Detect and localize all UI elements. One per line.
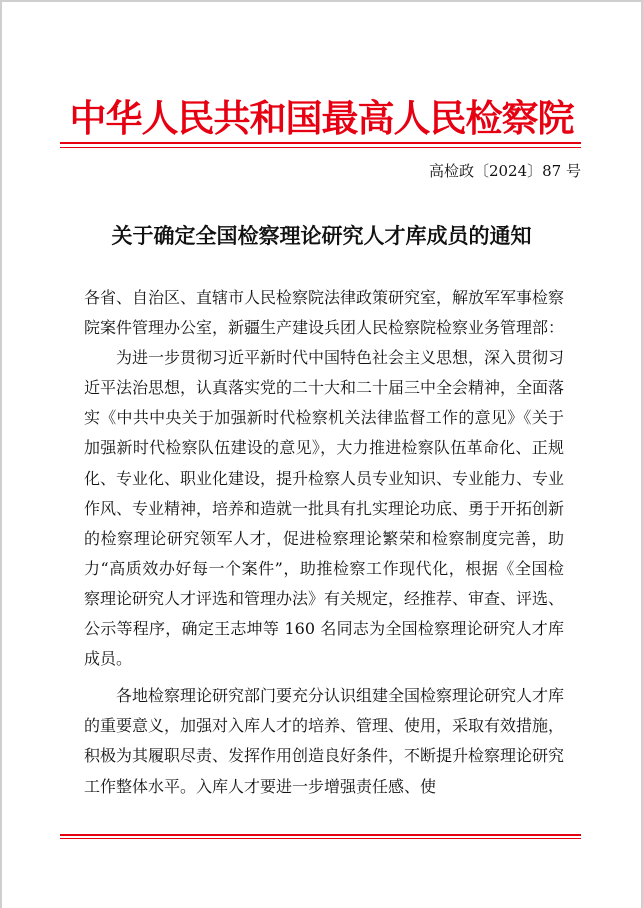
body-paragraph: 为进一步贯彻习近平新时代中国特色社会主义思想，深入贯彻习近平法治思想，认真落实党的二十大和二十届三中全会精神，全面落实《中共中央关于加强新时代检察机关法律监督工作的意见》《关于加强新时代检察队伍建设的意见》，大力推进检察队伍革命化、正规化、专业化、职业化建设，提升检察人员专业知识、专业能力、专业作风、专业精神，培养和造就一批具有扎实理论功底、勇于开拓创新的检察理论研究领军人才，促进检察理论繁荣和检察制度完善，助力“高质效办好每一个案件”，助推检察工作现代化，根据《全国检察理论研究人才评选和管理办法》有关规定，经推荐、审查、评选、公示等程序，确定王志坤等 160 名同志为全国检察理论研究人才库成员。 bbox=[84, 348, 565, 669]
header-red-rule bbox=[60, 142, 581, 144]
footer-red-rule bbox=[60, 834, 581, 836]
footer-red-rule-thin bbox=[60, 838, 581, 839]
viewer-frame-left bbox=[0, 0, 2, 908]
notice-title: 关于确定全国检察理论研究人才库成员的通知 bbox=[111, 223, 532, 248]
body-paragraph: 各地检察理论研究部门要充分认识组建全国检察理论研究人才库的重要意义，加强对入库人才的培养、管理、使用，采取有效措施，积极为其履职尽责、发挥作用创造良好条件，不断提升检察理论研究工作整体水平。入库人才要进一步增强责任感、使 bbox=[84, 686, 565, 796]
notice-body bbox=[84, 283, 564, 802]
viewer-frame-top bbox=[0, 0, 643, 2]
issuing-authority-heading: 中华人民共和国最高人民检察院 bbox=[69, 96, 574, 140]
addressee-line: 各省、自治区、直辖市人民检察院法律政策研究室，解放军军事检察院案件管理办公室，新疆生产建设兵团人民检察院检察业务管理部： bbox=[84, 288, 565, 338]
header-red-rule-thin bbox=[60, 147, 581, 148]
document-number: 高检政〔2024〕87 号 bbox=[428, 162, 581, 180]
